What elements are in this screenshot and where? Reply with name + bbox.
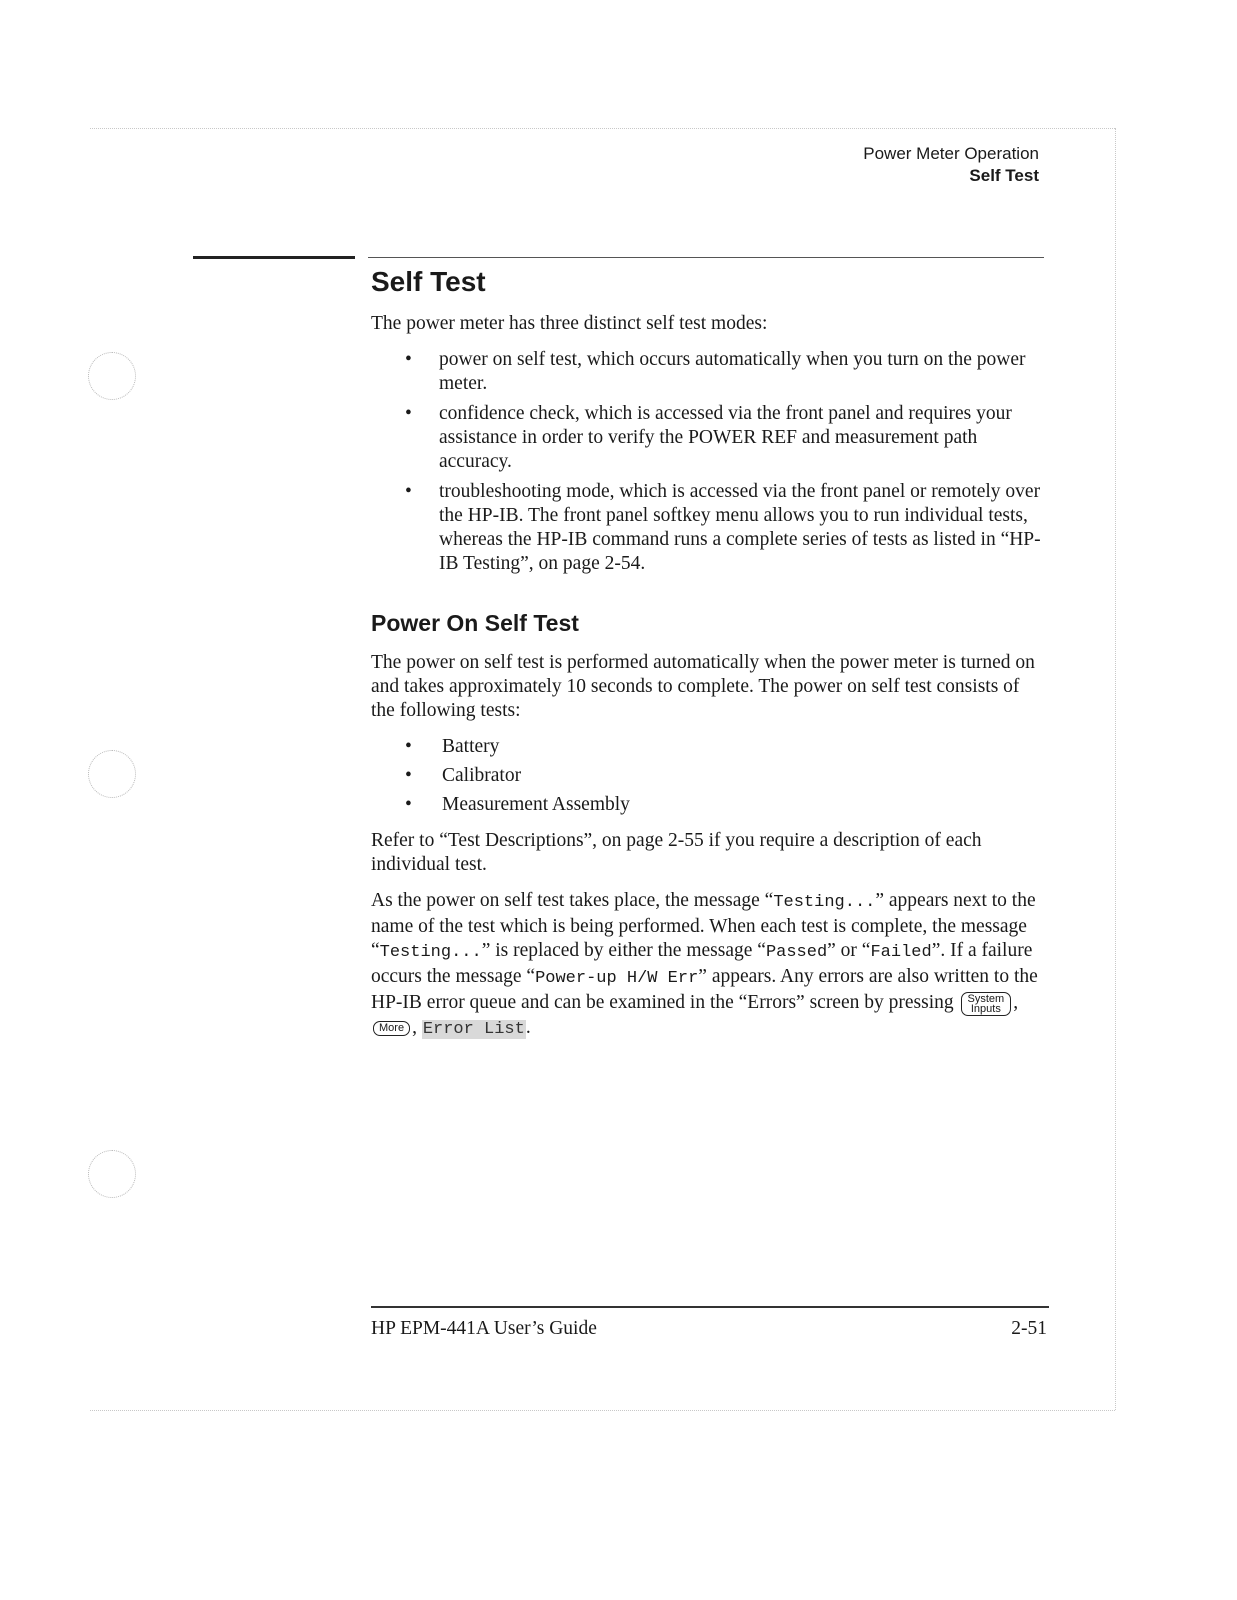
text-run: ,	[412, 1016, 422, 1038]
page-title: Self Test	[371, 266, 486, 297]
message-testing: Testing...	[773, 893, 876, 912]
mode-list	[371, 348, 1047, 576]
page-border-right	[1115, 128, 1116, 1410]
page-border-top	[90, 128, 1115, 129]
list-item: • confidence check, which is accessed via the front panel and requires your assistance in order to verify the POWER REF and measurement path accuracy.	[371, 402, 1047, 474]
punch-hole-middle	[88, 750, 136, 798]
intro-paragraph: The power meter has three distinct self test modes:	[371, 313, 768, 334]
list-item: • Battery	[371, 735, 1047, 759]
message-failed: Failed	[870, 943, 932, 962]
footer-guide-title: HP EPM-441A User’s Guide	[371, 1318, 597, 1339]
subsection-title: Power On Self Test	[371, 610, 579, 636]
list-item: • power on self test, which occurs automatically when you turn on the power meter.	[371, 348, 1047, 396]
more-key: More	[373, 1021, 410, 1036]
text-run: ” or “	[827, 940, 871, 961]
punch-hole-bottom	[88, 1150, 136, 1198]
system-inputs-key	[961, 992, 1012, 1016]
header-section: Self Test	[969, 166, 1039, 185]
test-list	[371, 735, 1047, 817]
text-run: ” is replaced by either the message “	[481, 940, 766, 961]
text-run: ”. If a failure occurs the message “	[371, 940, 1033, 987]
message-passed: Passed	[765, 943, 828, 962]
key-line: Inputs	[970, 1002, 1001, 1015]
header-chapter: Power Meter Operation	[863, 144, 1039, 163]
page-border-bottom	[90, 1410, 1115, 1411]
message-power-up-err: Power-up H/W Err	[535, 969, 699, 988]
page-number: 2-51	[1011, 1318, 1047, 1339]
key-line: System	[967, 992, 1005, 1005]
error-list-softkey: Error List	[422, 1019, 525, 1039]
list-item: • troubleshooting mode, which is accessed via the front panel or remotely over the HP-IB. The front panel softkey menu allows you to run individual tests, whereas the HP-IB command runs a complete series of tests as listed in “HP-IB Testing”, on page 2-54.	[371, 480, 1047, 576]
text-run: ” appears. Any errors are also written to the HP-IB error queue and can be examined in the “Errors” screen by pressing	[371, 966, 1038, 1013]
list-item: • Measurement Assembly	[371, 793, 1047, 817]
text-run: ” appears next to the name of the test which is being performed. When each test is complete, the message “	[371, 890, 1036, 961]
text-run: As the power on self test takes place, the message “	[371, 890, 774, 911]
punch-hole-top	[88, 352, 136, 400]
running-header	[863, 143, 1039, 187]
final-paragraph	[371, 889, 1047, 1042]
power-on-paragraph: The power on self test is performed automatically when the power meter is turned on and takes approximately 10 seconds to complete. The power on self test consists of the following tests:	[371, 652, 1035, 721]
main-content	[371, 262, 1047, 1054]
section-rule-thick	[193, 256, 355, 259]
footer-rule	[371, 1306, 1049, 1308]
message-testing: Testing...	[379, 943, 482, 962]
section-rule-thin	[368, 257, 1044, 258]
list-item: • Calibrator	[371, 764, 1047, 788]
text-run: .	[525, 1016, 531, 1038]
refer-paragraph: Refer to “Test Descriptions”, on page 2-55 if you require a description of each individual test.	[371, 830, 982, 875]
text-run: ,	[1013, 992, 1019, 1013]
